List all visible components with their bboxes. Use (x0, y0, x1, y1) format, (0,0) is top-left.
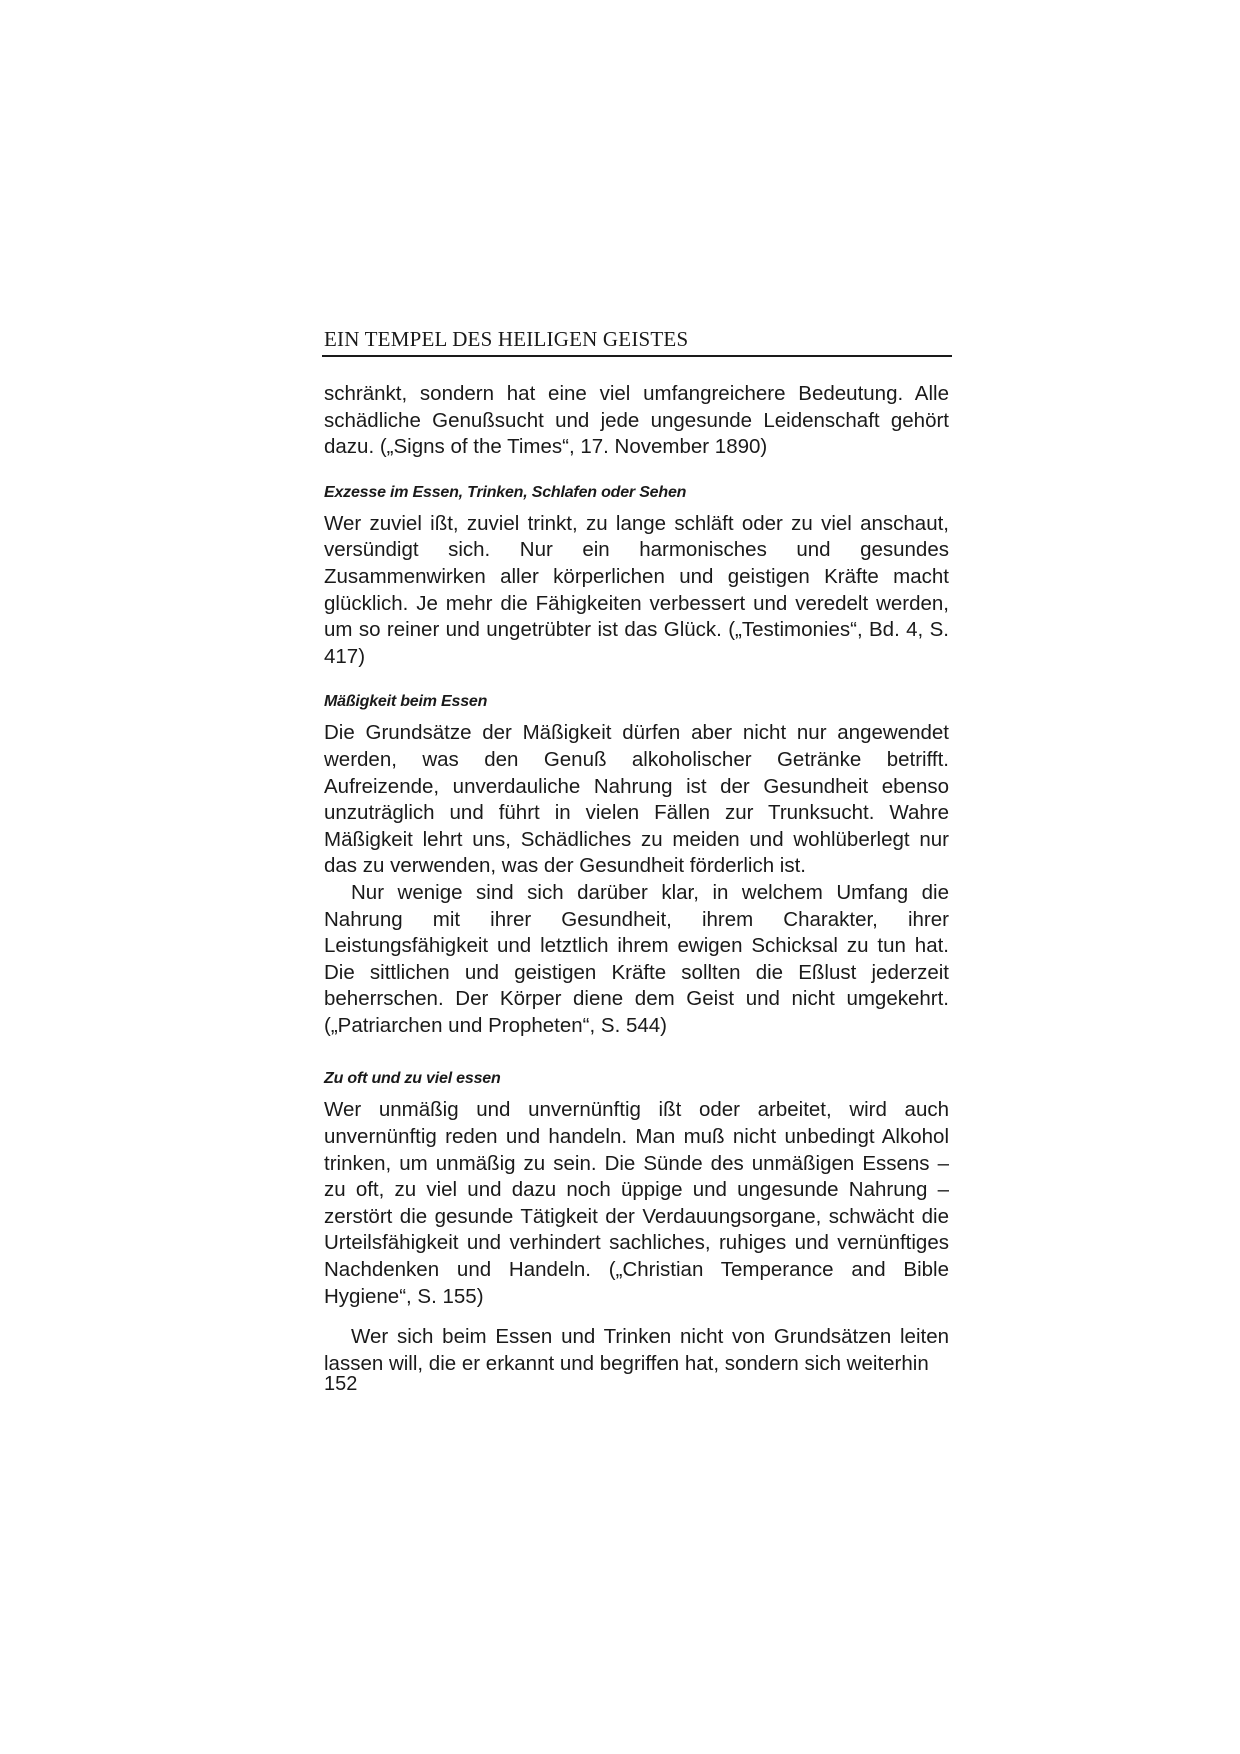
section-heading-overeating: Zu oft und zu viel essen (324, 1070, 501, 1088)
page-number: 152 (324, 1373, 358, 1395)
body-text (324, 381, 949, 1377)
header-rule (322, 355, 952, 357)
section-paragraph: Nur wenige sind sich darüber klar, in welchem Umfang die Nahrung mit ihrer Gesundheit, ihrem Charakter, ihrer Leistungsfähigkeit und letztlich ihrem ewigen Schicksal zu tun hat. Die sittlichen und geistigen Kräfte sollten die Eßlust jederzeit beherrschen. Der Körper diene dem Geist und nicht umgekehrt. („Patriarchen und Propheten“, S. 544) (324, 880, 949, 1037)
section-paragraph: Wer sich beim Essen und Trinken nicht von Grundsätzen leiten lassen will, die er erkannt und begriffen hat, sondern sich weiterhin (324, 1325, 949, 1375)
running-title: EIN TEMPEL DES HEILIGEN GEISTES (324, 327, 689, 351)
intro-paragraph: schränkt, sondern hat eine viel umfangreichere Bedeutung. Alle schädliche Genußsucht und jede ungesunde Leidenschaft gehört dazu. („Signs of the Times“, 17. November 1890) (324, 382, 949, 459)
section-heading-temperance: Mäßigkeit beim Essen (324, 693, 488, 711)
section-paragraph: Wer zuviel ißt, zuviel trinkt, zu lange schläft oder zu viel anschaut, versündigt sich. Nur ein harmonisches und gesundes Zusammenwirken aller körperlichen und geistigen Kräfte macht glücklich. Je mehr die Fähigkeiten verbessert und veredelt werden, um so reiner und ungetrübter ist das Glück. („Testimonies“, Bd. 4, S. 417) (324, 511, 949, 668)
section-paragraph: Wer unmäßig und unvernünftig ißt oder arbeitet, wird auch unvernünftig reden und handeln. Man muß nicht unbedingt Alkohol trinken, um unmäßig zu sein. Die Sünde des unmäßigen Essens – zu oft, zu viel und dazu noch üppige und ungesunde Nahrung – zerstört die gesunde Tätigkeit der Verdauungsorgane, schwächt die Urteilsfähigkeit und verhindert sachliches, ruhiges und vernünftiges Nachdenken und Handeln. („Christian Temperance and Bible Hygiene“, S. 155) (324, 1098, 949, 1308)
section-heading-excesses: Exzesse im Essen, Trinken, Schlafen oder Sehen (324, 483, 687, 501)
section-paragraph: Die Grundsätze der Mäßigkeit dürfen aber nicht nur angewendet werden, was den Genuß alkoholischer Getränke betrifft. Aufreizende, unverdauliche Nahrung ist der Gesundheit ebenso unzuträglich und führt in vielen Fällen zur Trunksucht. Wahre Mäßigkeit lehrt uns, Schädliches zu meiden und wohlüberlegt nur das zu verwenden, was der Gesundheit förderlich ist. (324, 721, 949, 878)
